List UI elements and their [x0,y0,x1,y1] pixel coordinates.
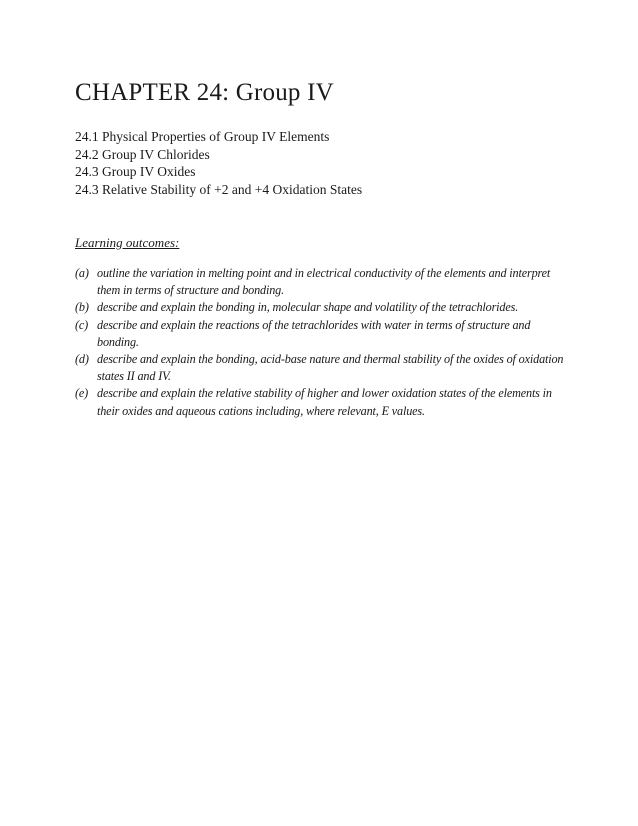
outcome-item [75,265,565,299]
outcome-text: describe and explain the relative stability of higher and lower oxidation states of the elements in their oxides and aqueous cations including, where relevant, E values. [97,386,552,418]
outcome-marker: (b) [75,300,89,315]
section-item: 24.1 Physical Properties of Group IV Elements [75,129,330,144]
outcome-text: describe and explain the reactions of the tetrachlorides with water in terms of structure and bonding. [97,317,531,349]
outcome-marker: (a) [75,266,89,280]
outcome-marker: (c) [75,317,89,332]
learning-outcomes-list [75,265,565,420]
outcome-text: outline the variation in melting point and in electrical conductivity of the elements and interpret them in terms of structure and bonding. [97,266,551,298]
section-item: 24.3 Relative Stability of +2 and +4 Oxidation States [75,181,363,197]
outcome-marker: (e) [75,386,89,401]
outcome-item [75,299,565,316]
section-item: 24.2 Group IV Chlorides [75,146,210,162]
section-item: 24.3 Group IV Oxides [75,164,196,179]
outcome-text: describe and explain the bonding, acid-base nature and thermal stability of the oxides of oxidation states II and IV. [97,352,564,384]
outcome-item [75,385,565,419]
learning-outcomes-heading: Learning outcomes: [75,235,180,250]
chapter-title: CHAPTER 24: Group IV [75,79,334,106]
section-list [75,128,565,198]
page-content [75,78,565,420]
outcome-item [75,317,565,351]
outcome-text: describe and explain the bonding in, molecular shape and volatility of the tetrachlorides. [97,300,519,315]
outcome-marker: (d) [75,352,89,367]
outcome-item [75,351,565,385]
